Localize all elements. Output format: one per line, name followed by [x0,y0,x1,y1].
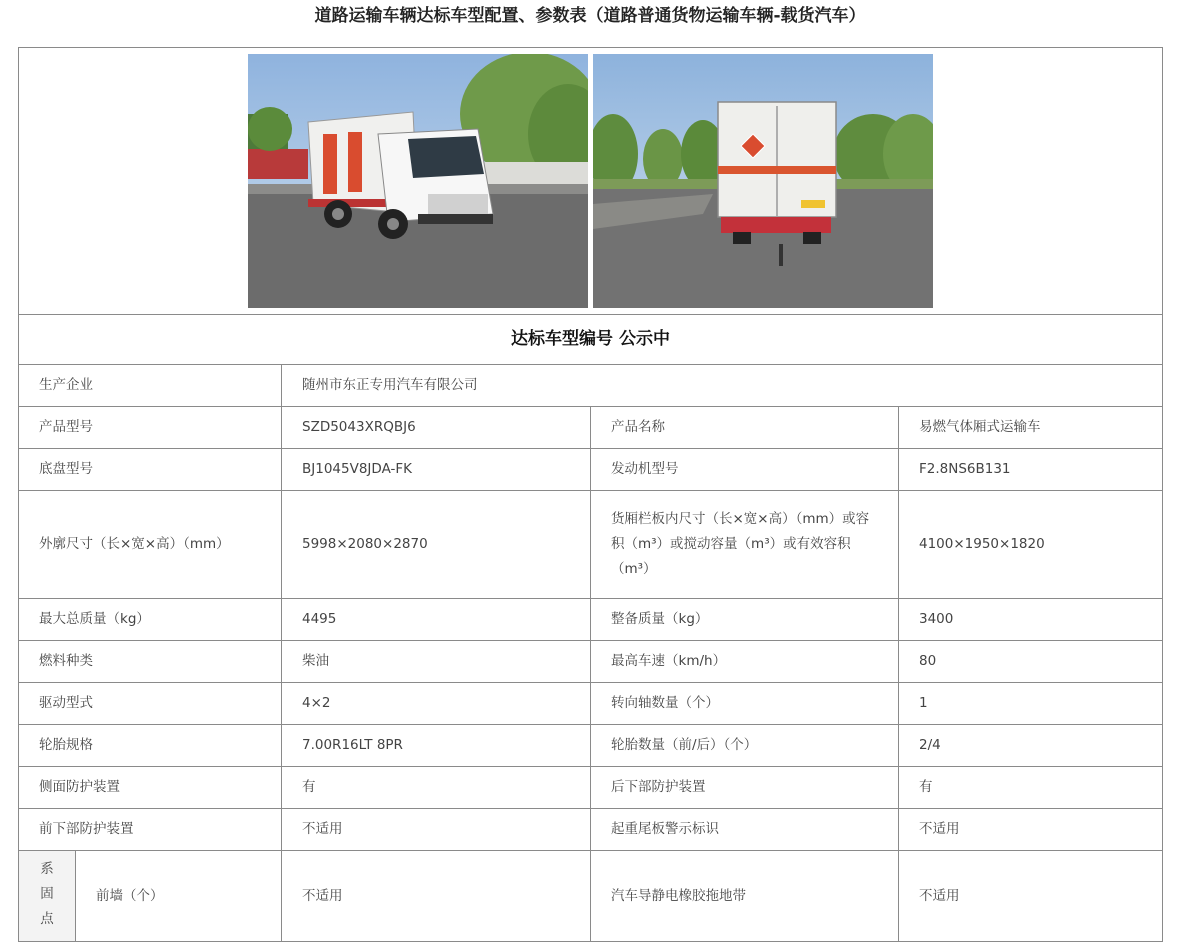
spec-label: 侧面防护装置 [19,767,282,809]
group-char: 点 [40,911,54,927]
spec-label: 最大总质量（kg） [19,599,282,641]
spec-value: 不适用 [899,851,1163,942]
spec-value: 2/4 [899,725,1163,767]
spec-label: 后下部防护装置 [591,767,899,809]
spec-value: 易燃气体厢式运输车 [899,407,1163,449]
spec-value: 有 [282,767,591,809]
vehicle-front-side-photo [248,54,588,308]
group-char: 系 [40,861,54,877]
vehicle-code-status: 达标车型编号 公示中 [19,315,1163,365]
spec-label: 燃料种类 [19,641,282,683]
group-char: 固 [40,886,54,902]
table-row [19,809,1163,851]
spec-label: 轮胎数量（前/后）（个） [591,725,899,767]
spec-value: 3400 [899,599,1163,641]
spec-label: 转向轴数量（个） [591,683,899,725]
spec-value: 随州市东正专用汽车有限公司 [282,365,1163,407]
table-row [19,683,1163,725]
vehicle-rear-photo [593,54,933,308]
spec-value: 4495 [282,599,591,641]
fixing-points-group-cell [19,851,282,942]
spec-label: 驱动型式 [19,683,282,725]
spec-value: 5998×2080×2870 [282,491,591,599]
spec-label: 汽车导静电橡胶拖地带 [591,851,899,942]
table-row [19,725,1163,767]
spec-value: 7.00R16LT 8PR [282,725,591,767]
spec-value: 1 [899,683,1163,725]
spec-label: 产品名称 [591,407,899,449]
spec-value: SZD5043XRQBJ6 [282,407,591,449]
spec-label: 最高车速（km/h） [591,641,899,683]
spec-label: 发动机型号 [591,449,899,491]
table-row [19,767,1163,809]
vehicle-photos-cell [19,48,1163,315]
spec-value: 不适用 [282,851,591,942]
page-title: 道路运输车辆达标车型配置、参数表（道路普通货物运输车辆-载货汽车） [314,6,866,26]
spec-table [18,47,1163,942]
spec-value: 有 [899,767,1163,809]
spec-label: 产品型号 [19,407,282,449]
spec-value: 80 [899,641,1163,683]
table-row [19,599,1163,641]
spec-label: 生产企业 [19,365,282,407]
fixing-points-group-label [19,851,76,941]
spec-value: F2.8NS6B131 [899,449,1163,491]
spec-label: 货厢栏板内尺寸（长×宽×高）（mm）或容积（m³）或搅动容量（m³）或有效容积（m³） [591,491,899,599]
table-row [19,851,1163,942]
table-row [19,449,1163,491]
table-row [19,407,1163,449]
spec-label: 底盘型号 [19,449,282,491]
spec-value: 柴油 [282,641,591,683]
spec-label: 整备质量（kg） [591,599,899,641]
spec-label: 外廓尺寸（长×宽×高）（mm） [19,491,282,599]
spec-label: 起重尾板警示标识 [591,809,899,851]
spec-value: 不适用 [282,809,591,851]
table-row [19,641,1163,683]
spec-value: 4×2 [282,683,591,725]
spec-label: 轮胎规格 [19,725,282,767]
spec-label: 前墙（个） [96,887,164,904]
spec-value: 不适用 [899,809,1163,851]
spec-value: BJ1045V8JDA-FK [282,449,591,491]
table-row [19,365,1163,407]
spec-value: 4100×1950×1820 [899,491,1163,599]
table-row [19,491,1163,599]
spec-label: 前下部防护装置 [19,809,282,851]
